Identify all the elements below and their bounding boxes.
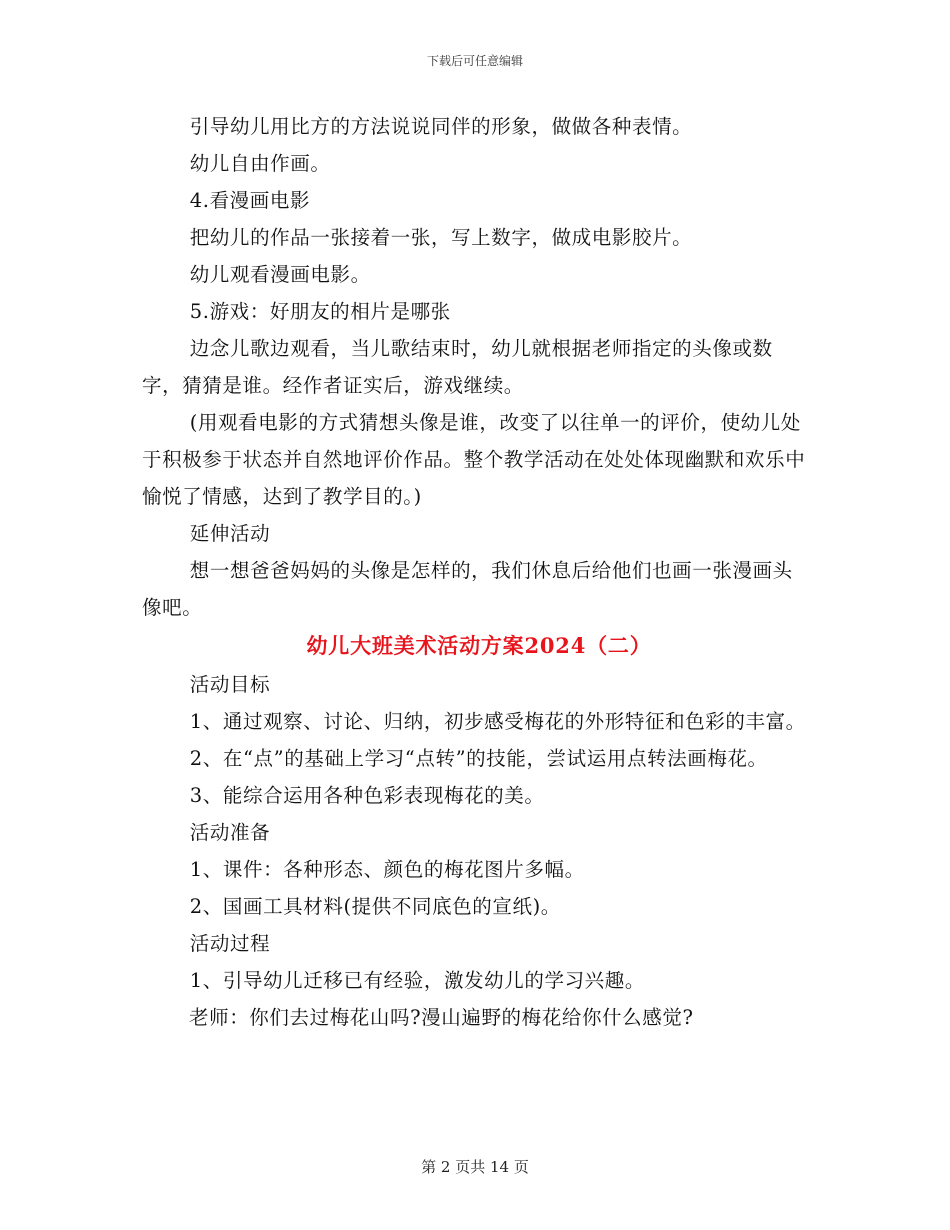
section-title: 幼儿大班美术活动方案2024（二） (306, 633, 652, 658)
paragraph: 老师：你们去过梅花山吗?漫山遍野的梅花给你什么感觉? (189, 1006, 694, 1029)
list-item: 2、在“点”的基础上学习“点转”的技能，尝试运用点转法画梅花。 (189, 747, 768, 770)
paragraph: 幼儿观看漫画电影。 (189, 263, 371, 286)
list-item: 3、能综合运用各种色彩表现梅花的美。 (189, 784, 545, 807)
subheading: 活动过程 (189, 932, 271, 955)
paragraph: 边念儿歌边观看，当儿歌结束时，幼儿就根据老师指定的头像或数字，猜猜是谁。经作者证实后，游戏继续。 (142, 337, 773, 397)
paragraph: (用观看电影的方式猜想头像是谁，改变了以往单一的评价，使幼儿处于积极参于状态并自然地评价作品。整个教学活动在处处体现幽默和欢乐中愉悦了情感，达到了教学目的。) (142, 411, 806, 508)
step-heading: 4.看漫画电影 (189, 189, 311, 212)
list-item: 2、国画工具材料(提供不同底色的宣纸)。 (189, 895, 561, 918)
paragraph: 幼儿自由作画。 (189, 152, 331, 175)
list-item: 1、引导幼儿迁移已有经验，激发幼儿的学习兴趣。 (189, 969, 645, 992)
subheading: 活动目标 (189, 673, 271, 696)
page-header: 下载后可任意编辑 (426, 54, 523, 68)
paragraph: 把幼儿的作品一张接着一张，写上数字，做成电影胶片。 (189, 226, 693, 249)
list-item: 1、课件：各种形态、颜色的梅花图片多幅。 (189, 858, 585, 881)
subheading: 延伸活动 (189, 522, 271, 545)
paragraph: 想一想爸爸妈妈的头像是怎样的，我们休息后给他们也画一张漫画头像吧。 (142, 559, 793, 619)
subheading: 活动准备 (189, 821, 271, 844)
document-body (142, 108, 810, 1036)
paragraph: 引导幼儿用比方的方法说说同伴的形象，做做各种表情。 (189, 115, 693, 138)
step-heading: 5.游戏：好朋友的相片是哪张 (189, 300, 451, 323)
page-footer: 第 2 页共 14 页 (421, 1158, 529, 1176)
list-item: 1、通过观察、讨论、归纳，初步感受梅花的外形特征和色彩的丰富。 (189, 710, 806, 733)
